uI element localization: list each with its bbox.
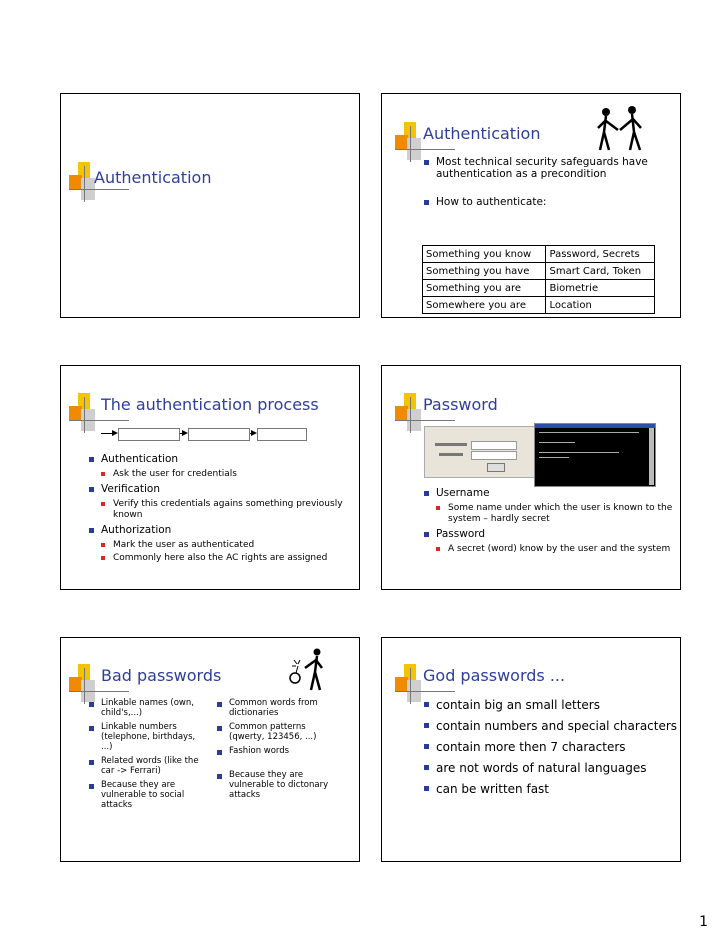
console-screenshot: [534, 423, 656, 487]
slide-4: [381, 365, 681, 590]
bullet-label: Username: [436, 487, 490, 499]
bullet-item: [89, 483, 351, 521]
flow-box: [257, 428, 307, 441]
slide-6: [381, 637, 681, 862]
bullet-list: [424, 156, 669, 216]
sub-bullet-item: Some name under which the user is known to the system – hardly secret: [436, 503, 674, 525]
login-screenshot: [424, 426, 546, 478]
table-cell: Password, Secrets: [546, 246, 655, 263]
bullet-list-left: [89, 698, 207, 814]
table-cell: Smart Card, Token: [546, 263, 655, 280]
bullet-label: Authorization: [101, 524, 172, 536]
slide-3: [60, 365, 360, 590]
table-row: [423, 263, 655, 280]
bullet-label: Verification: [101, 483, 160, 495]
bullet-item: are not words of natural languages: [424, 761, 679, 775]
bullet-item: Common patterns (qwerty, 123456, ...): [217, 722, 335, 742]
bullet-item: Fashion words: [217, 746, 335, 756]
table-cell: Something you are: [423, 280, 546, 297]
slide-title: Bad passwords: [101, 666, 222, 685]
table-cell: Somewhere you are: [423, 297, 546, 314]
table-cell: Something you have: [423, 263, 546, 280]
bullet-item: Most technical security safeguards have authentication as a precondition: [424, 156, 669, 180]
table-row: [423, 280, 655, 297]
sub-bullet-item: A secret (word) know by the user and the system: [436, 544, 674, 555]
bullet-item: [424, 528, 674, 555]
table-cell: Something you know: [423, 246, 546, 263]
slide-title: The authentication process: [101, 395, 319, 414]
slide-title: Authentication: [94, 168, 212, 187]
slide-decoration: [69, 162, 95, 202]
flow-box: [188, 428, 250, 441]
bullet-item: [89, 453, 351, 480]
bullet-item: [89, 524, 351, 564]
bullet-item: contain more then 7 characters: [424, 740, 679, 754]
table-row: [423, 246, 655, 263]
bullet-item: Because they are vulnerable to dictonary attacks: [217, 770, 335, 800]
bullet-label: Authentication: [101, 453, 179, 465]
process-flow-diagram: [101, 428, 296, 441]
table-cell: Location: [546, 297, 655, 314]
bomb-figure-icon: [285, 646, 325, 692]
bullet-item: [424, 487, 674, 525]
bullet-item: How to authenticate:: [424, 196, 669, 208]
table-cell: Biometrie: [546, 280, 655, 297]
slide-title: Authentication: [423, 124, 541, 143]
auth-methods-table: [422, 245, 655, 314]
bullet-list: [424, 487, 674, 563]
slide-decoration: [395, 664, 421, 704]
bullet-list-right: [217, 698, 335, 804]
bullet-label: Password: [436, 528, 486, 540]
bullet-item: contain big an small letters: [424, 698, 679, 712]
table-row: [423, 297, 655, 314]
slide-decoration: [69, 393, 95, 433]
bullet-list: [89, 453, 351, 567]
slide-title: God passwords ...: [423, 666, 566, 685]
bullet-item: contain numbers and special characters: [424, 719, 679, 733]
bullet-item: Linkable numbers (telephone, birthdays, ...): [89, 722, 207, 752]
bullet-item: Related words (like the car -> Ferrari): [89, 756, 207, 776]
slide-5: [60, 637, 360, 862]
sub-bullet-item: Commonly here also the AC rights are assigned: [101, 553, 351, 564]
bullet-item: Linkable names (own, child's,...): [89, 698, 207, 718]
slide-2: [381, 93, 681, 318]
sub-bullet-item: Ask the user for credentials: [101, 469, 351, 480]
bullet-item: Because they are vulnerable to social attacks: [89, 780, 207, 810]
handshake-people-icon: [594, 104, 646, 154]
page-number: 1: [699, 914, 708, 930]
bullet-item: Common words from dictionaries: [217, 698, 335, 718]
slide-title: Password: [423, 395, 498, 414]
slide-1: [60, 93, 360, 318]
slide-decoration: [395, 393, 421, 433]
flow-box: [118, 428, 180, 441]
sub-bullet-item: Verify this credentials agains something previously known: [101, 499, 351, 521]
bullet-list: [424, 698, 679, 803]
slide-decoration: [395, 122, 421, 162]
bullet-item: can be written fast: [424, 782, 679, 796]
sub-bullet-item: Mark the user as authenticated: [101, 540, 351, 551]
